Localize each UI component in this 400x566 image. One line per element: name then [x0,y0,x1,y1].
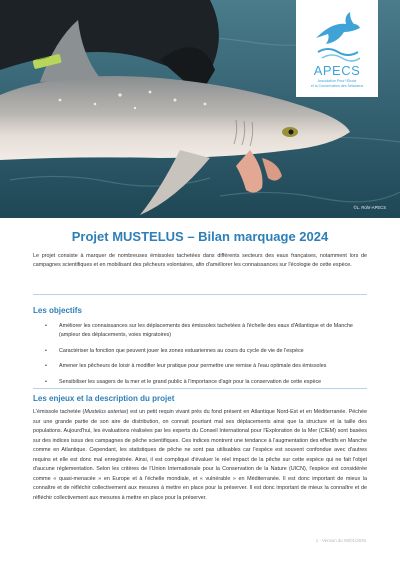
objectives-heading: Les objectifs [33,306,82,315]
divider-2 [33,388,367,389]
bullet: • [45,378,47,385]
logo-name: APECS [313,63,361,78]
list-item: • Sensibiliser les usagers de la mer et le grand public à l'importance d'agir pour la conservation de cette espèce [33,378,367,387]
apecs-logo [296,0,378,97]
list-item: • Améliorer les connaissances sur les déplacements des émissoles tachetées à l'échelle des eaux d'Atlantique et de Manche (ampleur des déplacements, voies migratoires) [45,323,353,339]
objectives-list [33,322,367,393]
logo-tagline: Association Pour l'Étude et la Conservation des Sélaciens [310,79,364,88]
stakes-paragraph: L'émissole tachetée (Mustelus asterias) est un petit requin vivant près du fond présent en Atlantique Nord-Est et en Méditerranée. Péchée sur une grande partie de son aire de distribution, on connait pourtant mal ses déplacements ainsi que la structure et la taille des populations. Aujourd'hui, les évaluations réalisées par les experts du Conseil International pour l'Exploration de la Mer (CIEM) sont basées sur des indices issus des campagnes de pêche scientifiques. Ces indices montrent une tendance à l'augmentation des effectifs en Manche comme en Atlantique. Cependant, les statistiques de pêche ne sont pas utilisables car l'espèce est souvent confondue avec d'autres requins et elle est donc mal enregistrée. Ainsi, il est compliqué d'évaluer le réel impact de la pêche sur cette espèce qui ne fait l'objet d'aucune réglementation. Selon les critères de l'Union Internationale pour la Conservation de la Nature (UICN), l'espèce est considérée comme « quasi-menacée » en Europe et à l'échelle mondiale, et « vulnérable » en Méditerranée. Il est donc important de mieux la connaître et de réfléchir collectivement aux mesures à mettre en place pour la préserver. Il est donc important de mieux la connaître et de réfléchir collectivement aux mesures à mettre en place pour la préserver. [33,409,367,501]
bullet: • [45,347,47,354]
intro-paragraph: Le projet consiste à marquer de nombreuses émissoles tachetées dans différents secteurs des eaux françaises, notamment lors de campagnes scientifiques et en mobilisant des pêcheurs volontaires, afin d'améliorer les connaissances sur l'écologie de cette espèce. [33,253,367,269]
stakes-heading: Les enjeux et la description du projet [33,394,175,403]
fish-tag-label: T8186 [36,55,50,63]
stakes-body [33,408,367,503]
list-item: • Amener les pêcheurs de loisir à modifier leur pratique pour permettre une remise à l'eau optimale des émissoles [33,362,367,371]
divider-1 [33,294,367,295]
shark-logo-icon [314,12,360,62]
version-footer: 1 - Version du 06/01/2025 [315,538,366,543]
page-title: Projet MUSTELUS – Bilan marquage 2024 [71,229,329,244]
bullet: • [45,323,47,329]
bullet: • [45,363,47,370]
species-name: Mustelus asterias [84,409,127,415]
list-item: • Caractériser la fonction que peuvent jouer les zones estuariennes au cours du cycle de vie de l'espèce [33,347,367,356]
photo-credit: ©L. Rohr-APECS [353,205,386,210]
